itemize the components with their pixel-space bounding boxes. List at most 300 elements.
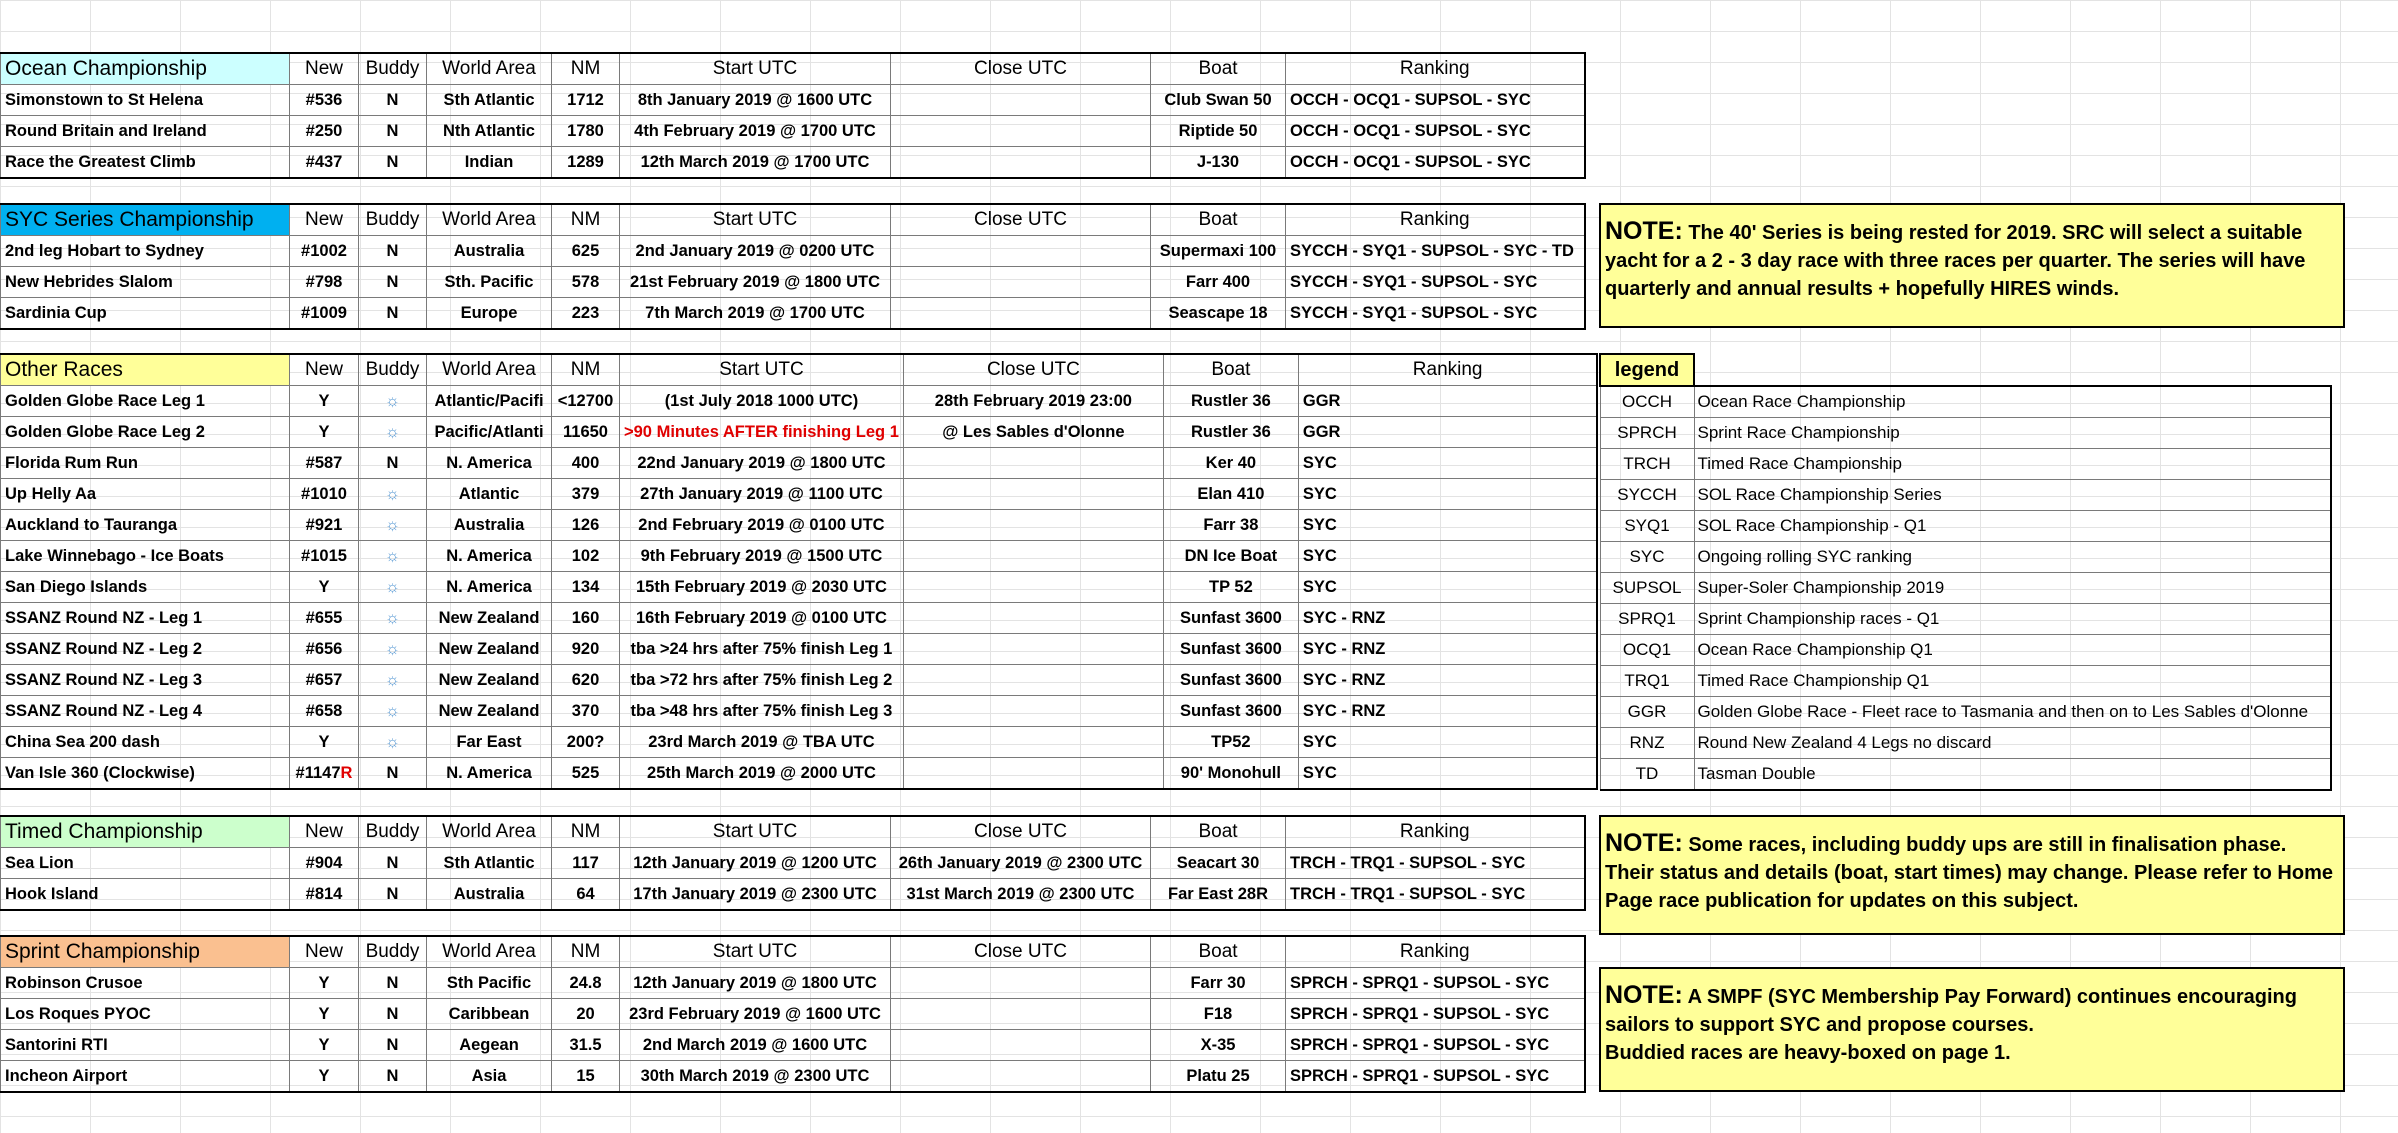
race-nm-cell[interactable]: 200? xyxy=(552,727,620,758)
race-buddy-cell[interactable]: ☼ xyxy=(359,386,427,417)
column-header-buddy[interactable]: Buddy xyxy=(359,354,427,386)
race-boat-cell[interactable]: X-35 xyxy=(1151,1030,1286,1061)
section-title[interactable]: Timed Championship xyxy=(1,816,290,848)
race-area-cell[interactable]: New Zealand xyxy=(427,696,552,727)
race-buddy-cell[interactable]: N xyxy=(359,298,427,330)
legend-description-cell[interactable]: Timed Race Championship xyxy=(1694,449,2331,480)
race-new-cell[interactable]: #536 xyxy=(290,85,359,116)
race-start-cell[interactable]: 15th February 2019 @ 2030 UTC xyxy=(620,572,904,603)
race-buddy-cell[interactable]: N xyxy=(359,758,427,790)
race-new-cell[interactable]: #437 xyxy=(290,147,359,179)
race-new-cell[interactable] xyxy=(290,758,359,790)
race-row xyxy=(1,634,1598,665)
race-name-cell[interactable]: Robinson Crusoe xyxy=(1,968,290,999)
race-nm-cell[interactable]: 134 xyxy=(552,572,620,603)
race-boat-cell[interactable]: Farr 38 xyxy=(1163,510,1298,541)
race-close-cell[interactable]: 28th February 2019 23:00 xyxy=(903,386,1163,417)
column-header-new[interactable]: New xyxy=(290,53,359,85)
race-buddy-cell[interactable]: N xyxy=(359,879,427,911)
legend-code-cell[interactable]: TD xyxy=(1600,759,1694,791)
column-header-boat[interactable]: Boat xyxy=(1151,53,1286,85)
legend-code-cell[interactable]: SUPSOL xyxy=(1600,573,1694,604)
race-area-cell[interactable]: New Zealand xyxy=(427,603,552,634)
race-start-cell[interactable]: 25th March 2019 @ 2000 UTC xyxy=(620,758,904,790)
race-start-cell[interactable]: 12th January 2019 @ 1200 UTC xyxy=(620,848,891,879)
race-close-cell[interactable] xyxy=(903,758,1163,790)
section-title[interactable]: Sprint Championship xyxy=(1,936,290,968)
legend-code-cell[interactable]: SPRQ1 xyxy=(1600,604,1694,635)
race-boat-cell[interactable]: Seascape 18 xyxy=(1151,298,1286,330)
race-start-cell[interactable]: 2nd March 2019 @ 1600 UTC xyxy=(620,1030,891,1061)
race-area-cell[interactable]: Asia xyxy=(427,1061,552,1093)
legend-code-cell[interactable]: OCCH xyxy=(1600,386,1694,418)
race-name-cell[interactable]: Florida Rum Run xyxy=(1,448,290,479)
race-boat-cell[interactable]: 90' Monohull xyxy=(1163,758,1298,790)
race-area-cell[interactable]: Sth Atlantic xyxy=(427,85,552,116)
race-boat-cell[interactable]: TP 52 xyxy=(1163,572,1298,603)
race-name-cell[interactable]: Van Isle 360 (Clockwise) xyxy=(1,758,290,790)
race-new-cell[interactable]: Y xyxy=(290,572,359,603)
legend-description-cell[interactable]: Ongoing rolling SYC ranking xyxy=(1694,542,2331,573)
race-name-cell[interactable]: Incheon Airport xyxy=(1,1061,290,1093)
column-header-close[interactable]: Close UTC xyxy=(903,354,1163,386)
race-area-cell[interactable]: Atlantic xyxy=(427,479,552,510)
race-start-cell[interactable]: 16th February 2019 @ 0100 UTC xyxy=(620,603,904,634)
race-close-cell[interactable] xyxy=(891,116,1151,147)
race-area-cell[interactable]: Sth Pacific xyxy=(427,968,552,999)
legend-code-cell[interactable]: GGR xyxy=(1600,697,1694,728)
race-start-cell[interactable]: 4th February 2019 @ 1700 UTC xyxy=(620,116,891,147)
column-header-buddy[interactable]: Buddy xyxy=(359,936,427,968)
race-nm-cell[interactable]: 400 xyxy=(552,448,620,479)
column-header-area[interactable]: World Area xyxy=(427,816,552,848)
race-boat-cell[interactable]: Supermaxi 100 xyxy=(1151,236,1286,267)
race-buddy-cell[interactable]: N xyxy=(359,999,427,1030)
race-nm-cell[interactable]: 625 xyxy=(552,236,620,267)
legend-code-cell[interactable]: TRCH xyxy=(1600,449,1694,480)
race-ranking-cell[interactable]: TRCH - TRQ1 - SUPSOL - SYC xyxy=(1286,848,1585,879)
race-name-cell[interactable]: Golden Globe Race Leg 2 xyxy=(1,417,290,448)
race-boat-cell[interactable]: Sunfast 3600 xyxy=(1163,603,1298,634)
race-close-cell[interactable] xyxy=(891,298,1151,330)
race-new-cell[interactable]: #1015 xyxy=(290,541,359,572)
race-area-cell[interactable]: Aegean xyxy=(427,1030,552,1061)
race-nm-cell[interactable]: 578 xyxy=(552,267,620,298)
race-close-cell[interactable] xyxy=(891,147,1151,179)
race-close-cell[interactable] xyxy=(891,999,1151,1030)
race-name-cell[interactable]: Auckland to Tauranga xyxy=(1,510,290,541)
race-area-cell[interactable]: Nth Atlantic xyxy=(427,116,552,147)
column-header-new[interactable]: New xyxy=(290,204,359,236)
race-name-cell[interactable]: Up Helly Aa xyxy=(1,479,290,510)
race-new-cell[interactable]: Y xyxy=(290,417,359,448)
race-start-cell[interactable]: 9th February 2019 @ 1500 UTC xyxy=(620,541,904,572)
race-new-cell[interactable]: Y xyxy=(290,386,359,417)
race-nm-cell[interactable]: 620 xyxy=(552,665,620,696)
race-buddy-cell[interactable]: ☼ xyxy=(359,696,427,727)
race-buddy-cell[interactable]: ☼ xyxy=(359,727,427,758)
race-name-cell[interactable]: Race the Greatest Climb xyxy=(1,147,290,179)
race-close-cell[interactable] xyxy=(903,696,1163,727)
race-name-cell[interactable]: Los Roques PYOC xyxy=(1,999,290,1030)
race-close-cell[interactable] xyxy=(891,1061,1151,1093)
legend-description-cell[interactable]: SOL Race Championship - Q1 xyxy=(1694,511,2331,542)
race-new-cell[interactable]: #655 xyxy=(290,603,359,634)
column-header-close[interactable]: Close UTC xyxy=(891,53,1151,85)
race-buddy-cell[interactable]: N xyxy=(359,1030,427,1061)
race-area-cell[interactable]: Pacific/Atlanti xyxy=(427,417,552,448)
race-boat-cell[interactable]: TP52 xyxy=(1163,727,1298,758)
race-buddy-cell[interactable]: N xyxy=(359,1061,427,1093)
legend-title[interactable]: legend xyxy=(1600,354,1694,386)
race-boat-cell[interactable]: Elan 410 xyxy=(1163,479,1298,510)
race-nm-cell[interactable]: 11650 xyxy=(552,417,620,448)
race-close-cell[interactable] xyxy=(903,448,1163,479)
race-new-cell[interactable]: #658 xyxy=(290,696,359,727)
race-start-cell[interactable]: 2nd January 2019 @ 0200 UTC xyxy=(620,236,891,267)
race-ranking-cell[interactable]: SYCCH - SYQ1 - SUPSOL - SYC xyxy=(1286,298,1585,330)
race-nm-cell[interactable]: 160 xyxy=(552,603,620,634)
column-header-boat[interactable]: Boat xyxy=(1151,204,1286,236)
race-ranking-cell[interactable]: SYC xyxy=(1298,510,1597,541)
column-header-new[interactable]: New xyxy=(290,936,359,968)
race-nm-cell[interactable]: 525 xyxy=(552,758,620,790)
column-header-new[interactable]: New xyxy=(290,354,359,386)
race-ranking-cell[interactable]: SYC - RNZ xyxy=(1298,634,1597,665)
race-ranking-cell[interactable]: SYCCH - SYQ1 - SUPSOL - SYC xyxy=(1286,267,1585,298)
race-boat-cell[interactable]: F18 xyxy=(1151,999,1286,1030)
race-ranking-cell[interactable]: SYCCH - SYQ1 - SUPSOL - SYC - TD xyxy=(1286,236,1585,267)
legend-description-cell[interactable]: Round New Zealand 4 Legs no discard xyxy=(1694,728,2331,759)
legend-description-cell[interactable]: Sprint Championship races - Q1 xyxy=(1694,604,2331,635)
race-boat-cell[interactable]: Farr 30 xyxy=(1151,968,1286,999)
column-header-start[interactable]: Start UTC xyxy=(620,53,891,85)
race-new-cell[interactable]: Y xyxy=(290,999,359,1030)
race-boat-cell[interactable]: J-130 xyxy=(1151,147,1286,179)
race-new-cell[interactable]: #1009 xyxy=(290,298,359,330)
race-buddy-cell[interactable]: N xyxy=(359,448,427,479)
column-header-ranking[interactable]: Ranking xyxy=(1286,53,1585,85)
race-close-cell[interactable] xyxy=(891,267,1151,298)
race-new-cell[interactable]: #656 xyxy=(290,634,359,665)
race-ranking-cell[interactable]: TRCH - TRQ1 - SUPSOL - SYC xyxy=(1286,879,1585,911)
race-buddy-cell[interactable]: ☼ xyxy=(359,541,427,572)
race-name-cell[interactable]: SSANZ Round NZ - Leg 2 xyxy=(1,634,290,665)
legend-description-cell[interactable]: Ocean Race Championship Q1 xyxy=(1694,635,2331,666)
race-close-cell[interactable] xyxy=(903,727,1163,758)
race-area-cell[interactable]: New Zealand xyxy=(427,665,552,696)
legend-code-cell[interactable]: SPRCH xyxy=(1600,418,1694,449)
legend-description-cell[interactable]: Sprint Race Championship xyxy=(1694,418,2331,449)
race-area-cell[interactable]: N. America xyxy=(427,541,552,572)
race-start-cell[interactable]: 2nd February 2019 @ 0100 UTC xyxy=(620,510,904,541)
column-header-boat[interactable]: Boat xyxy=(1151,816,1286,848)
race-boat-cell[interactable]: Club Swan 50 xyxy=(1151,85,1286,116)
race-new-cell[interactable]: Y xyxy=(290,968,359,999)
race-boat-cell[interactable]: Ker 40 xyxy=(1163,448,1298,479)
race-buddy-cell[interactable]: ☼ xyxy=(359,603,427,634)
race-ranking-cell[interactable]: SYC xyxy=(1298,758,1597,790)
race-area-cell[interactable]: Australia xyxy=(427,236,552,267)
column-header-nm[interactable]: NM xyxy=(552,204,620,236)
race-start-cell[interactable]: 30th March 2019 @ 2300 UTC xyxy=(620,1061,891,1093)
race-close-cell[interactable] xyxy=(903,479,1163,510)
race-start-cell[interactable]: 12th January 2019 @ 1800 UTC xyxy=(620,968,891,999)
race-nm-cell[interactable]: 920 xyxy=(552,634,620,665)
column-header-boat[interactable]: Boat xyxy=(1163,354,1298,386)
race-ranking-cell[interactable]: SYC xyxy=(1298,727,1597,758)
race-ranking-cell[interactable]: OCCH - OCQ1 - SUPSOL - SYC xyxy=(1286,147,1585,179)
column-header-buddy[interactable]: Buddy xyxy=(359,204,427,236)
legend-code-cell[interactable]: SYCCH xyxy=(1600,480,1694,511)
race-start-cell[interactable]: 21st February 2019 @ 1800 UTC xyxy=(620,267,891,298)
race-ranking-cell[interactable]: OCCH - OCQ1 - SUPSOL - SYC xyxy=(1286,116,1585,147)
race-buddy-cell[interactable]: N xyxy=(359,968,427,999)
race-ranking-cell[interactable]: GGR xyxy=(1298,386,1597,417)
race-nm-cell[interactable]: 370 xyxy=(552,696,620,727)
column-header-nm[interactable]: NM xyxy=(552,53,620,85)
column-header-close[interactable]: Close UTC xyxy=(891,936,1151,968)
race-new-cell[interactable]: #814 xyxy=(290,879,359,911)
legend-description-cell[interactable]: SOL Race Championship Series xyxy=(1694,480,2331,511)
race-nm-cell[interactable]: 1780 xyxy=(552,116,620,147)
section-title[interactable]: Other Races xyxy=(1,354,290,386)
race-name-cell[interactable]: New Hebrides Slalom xyxy=(1,267,290,298)
column-header-nm[interactable]: NM xyxy=(552,354,620,386)
race-close-cell[interactable] xyxy=(903,603,1163,634)
column-header-ranking[interactable]: Ranking xyxy=(1286,816,1585,848)
race-buddy-cell[interactable]: N xyxy=(359,147,427,179)
race-name-cell[interactable]: Sea Lion xyxy=(1,848,290,879)
race-name-cell[interactable]: Golden Globe Race Leg 1 xyxy=(1,386,290,417)
race-close-cell[interactable]: 26th January 2019 @ 2300 UTC xyxy=(891,848,1151,879)
race-boat-cell[interactable]: Rustler 36 xyxy=(1163,386,1298,417)
race-new-cell[interactable]: Y xyxy=(290,1061,359,1093)
race-new-cell[interactable]: Y xyxy=(290,727,359,758)
race-nm-cell[interactable]: 1289 xyxy=(552,147,620,179)
race-new-cell[interactable]: #1010 xyxy=(290,479,359,510)
race-start-cell[interactable]: 27th January 2019 @ 1100 UTC xyxy=(620,479,904,510)
race-nm-cell[interactable]: 20 xyxy=(552,999,620,1030)
column-header-buddy[interactable]: Buddy xyxy=(359,816,427,848)
column-header-buddy[interactable]: Buddy xyxy=(359,53,427,85)
race-nm-cell[interactable]: 126 xyxy=(552,510,620,541)
race-nm-cell[interactable]: 117 xyxy=(552,848,620,879)
race-start-cell[interactable]: 7th March 2019 @ 1700 UTC xyxy=(620,298,891,330)
section-title[interactable]: SYC Series Championship xyxy=(1,204,290,236)
column-header-close[interactable]: Close UTC xyxy=(891,816,1151,848)
race-nm-cell[interactable]: 31.5 xyxy=(552,1030,620,1061)
legend-code-cell[interactable]: TRQ1 xyxy=(1600,666,1694,697)
race-boat-cell[interactable]: Sunfast 3600 xyxy=(1163,696,1298,727)
race-nm-cell[interactable]: 15 xyxy=(552,1061,620,1093)
race-ranking-cell[interactable]: SPRCH - SPRQ1 - SUPSOL - SYC xyxy=(1286,968,1585,999)
legend-description-cell[interactable]: Timed Race Championship Q1 xyxy=(1694,666,2331,697)
race-new-cell[interactable]: #657 xyxy=(290,665,359,696)
race-buddy-cell[interactable]: N xyxy=(359,116,427,147)
race-boat-cell[interactable]: Far East 28R xyxy=(1151,879,1286,911)
race-buddy-cell[interactable]: ☼ xyxy=(359,634,427,665)
race-start-cell[interactable]: 12th March 2019 @ 1700 UTC xyxy=(620,147,891,179)
race-name-cell[interactable]: 2nd leg Hobart to Sydney xyxy=(1,236,290,267)
race-boat-cell[interactable]: Riptide 50 xyxy=(1151,116,1286,147)
legend-row xyxy=(1600,449,2331,480)
race-new-cell[interactable]: #587 xyxy=(290,448,359,479)
race-ranking-cell[interactable]: GGR xyxy=(1298,417,1597,448)
race-ranking-cell[interactable]: SYC xyxy=(1298,572,1597,603)
race-new-cell[interactable]: Y xyxy=(290,1030,359,1061)
race-boat-cell[interactable]: Farr 400 xyxy=(1151,267,1286,298)
race-boat-cell[interactable]: Platu 25 xyxy=(1151,1061,1286,1093)
race-name-cell[interactable]: Sardinia Cup xyxy=(1,298,290,330)
race-nm-cell[interactable]: 223 xyxy=(552,298,620,330)
legend-code-cell[interactable]: OCQ1 xyxy=(1600,635,1694,666)
race-nm-cell[interactable]: 64 xyxy=(552,879,620,911)
column-header-nm[interactable]: NM xyxy=(552,936,620,968)
race-nm-cell[interactable]: <12700 xyxy=(552,386,620,417)
race-start-cell[interactable]: (1st July 2018 1000 UTC) xyxy=(620,386,904,417)
race-ranking-cell[interactable]: SPRCH - SPRQ1 - SUPSOL - SYC xyxy=(1286,1061,1585,1093)
race-ranking-cell[interactable]: SYC - RNZ xyxy=(1298,603,1597,634)
race-nm-cell[interactable]: 24.8 xyxy=(552,968,620,999)
race-ranking-cell[interactable]: OCCH - OCQ1 - SUPSOL - SYC xyxy=(1286,85,1585,116)
race-close-cell[interactable] xyxy=(891,1030,1151,1061)
race-ranking-cell[interactable]: SPRCH - SPRQ1 - SUPSOL - SYC xyxy=(1286,1030,1585,1061)
race-buddy-cell[interactable]: N xyxy=(359,85,427,116)
column-header-boat[interactable]: Boat xyxy=(1151,936,1286,968)
race-boat-cell[interactable]: DN Ice Boat xyxy=(1163,541,1298,572)
race-close-cell[interactable]: 31st March 2019 @ 2300 UTC xyxy=(891,879,1151,911)
column-header-start[interactable]: Start UTC xyxy=(620,936,891,968)
race-area-cell[interactable]: Atlantic/Pacifi xyxy=(427,386,552,417)
race-boat-cell[interactable]: Seacart 30 xyxy=(1151,848,1286,879)
race-boat-cell[interactable]: Rustler 36 xyxy=(1163,417,1298,448)
race-close-cell[interactable] xyxy=(903,541,1163,572)
race-close-cell[interactable] xyxy=(903,510,1163,541)
race-ranking-cell[interactable]: SYC - RNZ xyxy=(1298,696,1597,727)
race-area-cell[interactable]: Australia xyxy=(427,510,552,541)
race-name-cell[interactable]: Round Britain and Ireland xyxy=(1,116,290,147)
column-header-ranking[interactable]: Ranking xyxy=(1286,204,1585,236)
race-start-cell[interactable]: 17th January 2019 @ 2300 UTC xyxy=(620,879,891,911)
column-header-area[interactable]: World Area xyxy=(427,53,552,85)
legend-description-cell[interactable]: Super-Soler Championship 2019 xyxy=(1694,573,2331,604)
syc-table xyxy=(0,203,1586,330)
race-new-cell[interactable]: #250 xyxy=(290,116,359,147)
race-area-cell[interactable]: Far East xyxy=(427,727,552,758)
race-close-cell[interactable] xyxy=(891,236,1151,267)
race-area-cell[interactable]: Sth. Pacific xyxy=(427,267,552,298)
race-start-cell[interactable]: 22nd January 2019 @ 1800 UTC xyxy=(620,448,904,479)
race-close-cell[interactable]: @ Les Sables d'Olonne xyxy=(903,417,1163,448)
race-area-cell[interactable]: Europe xyxy=(427,298,552,330)
race-area-cell[interactable]: New Zealand xyxy=(427,634,552,665)
column-header-start[interactable]: Start UTC xyxy=(620,816,891,848)
race-buddy-cell[interactable]: ☼ xyxy=(359,510,427,541)
column-header-ranking[interactable]: Ranking xyxy=(1298,354,1597,386)
legend-code-cell[interactable]: RNZ xyxy=(1600,728,1694,759)
race-ranking-cell[interactable]: SYC - RNZ xyxy=(1298,665,1597,696)
race-new-cell[interactable]: #798 xyxy=(290,267,359,298)
race-ranking-cell[interactable]: SYC xyxy=(1298,479,1597,510)
legend-description-cell[interactable]: Ocean Race Championship xyxy=(1694,386,2331,418)
race-start-cell[interactable]: 23rd February 2019 @ 1600 UTC xyxy=(620,999,891,1030)
section-title[interactable]: Ocean Championship xyxy=(1,53,290,85)
race-boat-cell[interactable]: Sunfast 3600 xyxy=(1163,665,1298,696)
race-name-cell[interactable]: Lake Winnebago - Ice Boats xyxy=(1,541,290,572)
race-area-cell[interactable]: Australia xyxy=(427,879,552,911)
race-buddy-cell[interactable]: N xyxy=(359,267,427,298)
race-start-cell[interactable]: tba >48 hrs after 75% finish Leg 3 xyxy=(620,696,904,727)
race-new-cell[interactable]: #904 xyxy=(290,848,359,879)
race-name-cell[interactable]: Hook Island xyxy=(1,879,290,911)
race-ranking-cell[interactable]: SYC xyxy=(1298,448,1597,479)
race-buddy-cell[interactable]: N xyxy=(359,848,427,879)
race-area-cell[interactable]: N. America xyxy=(427,448,552,479)
column-header-nm[interactable]: NM xyxy=(552,816,620,848)
race-close-cell[interactable] xyxy=(903,665,1163,696)
column-header-start[interactable]: Start UTC xyxy=(620,204,891,236)
legend-description-cell[interactable]: Tasman Double xyxy=(1694,759,2331,791)
race-buddy-cell[interactable]: N xyxy=(359,236,427,267)
column-header-area[interactable]: World Area xyxy=(427,936,552,968)
legend-description-cell[interactable]: Golden Globe Race - Fleet race to Tasmania and then on to Les Sables d'Olonne xyxy=(1694,697,2331,728)
race-name-cell[interactable]: China Sea 200 dash xyxy=(1,727,290,758)
race-close-cell[interactable] xyxy=(903,572,1163,603)
race-ranking-cell[interactable]: SYC xyxy=(1298,541,1597,572)
race-ranking-cell[interactable]: SPRCH - SPRQ1 - SUPSOL - SYC xyxy=(1286,999,1585,1030)
race-start-cell[interactable]: tba >24 hrs after 75% finish Leg 1 xyxy=(620,634,904,665)
column-header-close[interactable]: Close UTC xyxy=(891,204,1151,236)
race-start-cell[interactable]: 23rd March 2019 @ TBA UTC xyxy=(620,727,904,758)
race-start-cell[interactable]: tba >72 hrs after 75% finish Leg 2 xyxy=(620,665,904,696)
column-header-area[interactable]: World Area xyxy=(427,204,552,236)
race-name-cell[interactable]: San Diego Islands xyxy=(1,572,290,603)
race-name-cell[interactable]: SSANZ Round NZ - Leg 1 xyxy=(1,603,290,634)
race-area-cell[interactable]: Caribbean xyxy=(427,999,552,1030)
legend-code-cell[interactable]: SYQ1 xyxy=(1600,511,1694,542)
race-area-cell[interactable]: Sth Atlantic xyxy=(427,848,552,879)
race-buddy-cell[interactable]: ☼ xyxy=(359,572,427,603)
column-header-area[interactable]: World Area xyxy=(427,354,552,386)
race-nm-cell[interactable]: 102 xyxy=(552,541,620,572)
race-start-cell[interactable]: >90 Minutes AFTER finishing Leg 1 xyxy=(620,417,904,448)
race-start-cell[interactable]: 8th January 2019 @ 1600 UTC xyxy=(620,85,891,116)
race-name-cell[interactable]: Santorini RTI xyxy=(1,1030,290,1061)
race-name-cell[interactable]: SSANZ Round NZ - Leg 4 xyxy=(1,696,290,727)
race-nm-cell[interactable]: 379 xyxy=(552,479,620,510)
race-close-cell[interactable] xyxy=(891,968,1151,999)
column-header-ranking[interactable]: Ranking xyxy=(1286,936,1585,968)
column-header-new[interactable]: New xyxy=(290,816,359,848)
race-name-cell[interactable]: SSANZ Round NZ - Leg 3 xyxy=(1,665,290,696)
race-area-cell[interactable]: N. America xyxy=(427,572,552,603)
race-new-cell[interactable]: #1002 xyxy=(290,236,359,267)
race-buddy-cell[interactable]: ☼ xyxy=(359,479,427,510)
race-new-cell[interactable]: #921 xyxy=(290,510,359,541)
legend-code-cell[interactable]: SYC xyxy=(1600,542,1694,573)
column-header-start[interactable]: Start UTC xyxy=(620,354,904,386)
race-area-cell[interactable]: Indian xyxy=(427,147,552,179)
race-boat-cell[interactable]: Sunfast 3600 xyxy=(1163,634,1298,665)
race-close-cell[interactable] xyxy=(903,634,1163,665)
race-area-cell[interactable]: N. America xyxy=(427,758,552,790)
race-nm-cell[interactable]: 1712 xyxy=(552,85,620,116)
race-name-cell[interactable]: Simonstown to St Helena xyxy=(1,85,290,116)
race-close-cell[interactable] xyxy=(891,85,1151,116)
race-buddy-cell[interactable]: ☼ xyxy=(359,665,427,696)
race-buddy-cell[interactable]: ☼ xyxy=(359,417,427,448)
